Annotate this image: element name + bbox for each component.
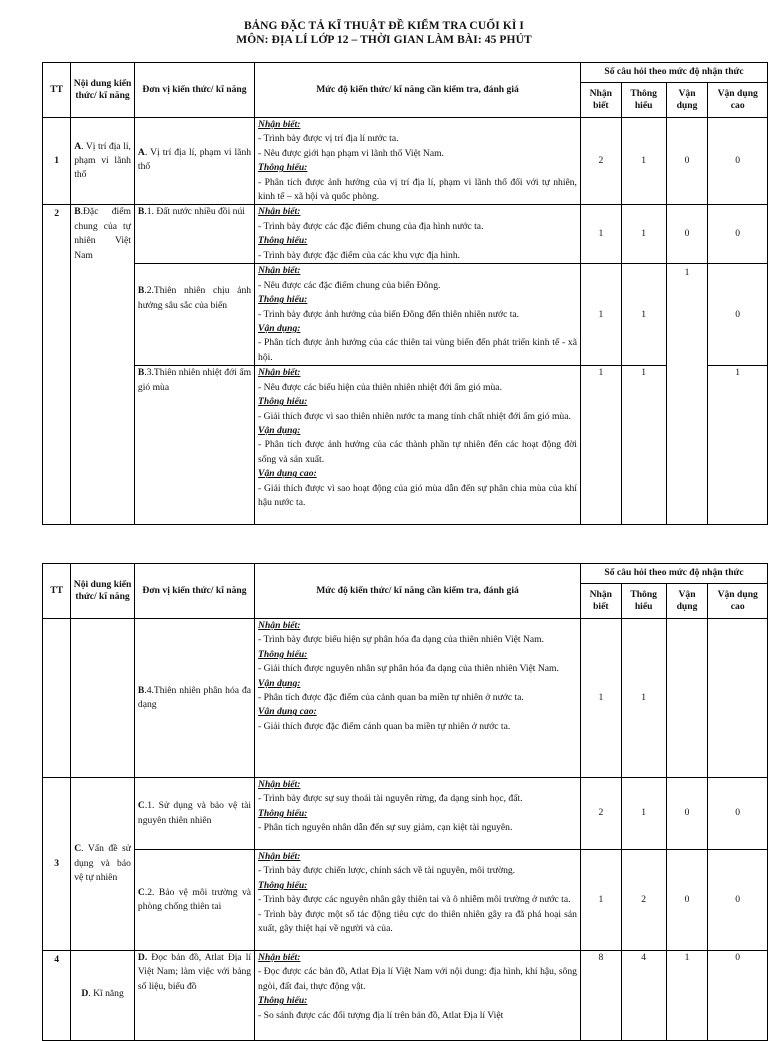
level-cell: Nhận biết: - Trình bày được các đặc điểm chung của địa hình nước ta. Thông hiểu: - Trình bày được đặc điểm của các khu vực địa hình. [255, 205, 581, 264]
table-row [43, 118, 768, 205]
level-cell: Nhận biết: - Trình bày được vị trí địa lí nước ta. - Nêu được giới hạn phạm vi lãnh thổ Việt Nam. Thông hiểu: - Phân tích được ảnh hưởng của vị trí địa lí, phạm vi lãnh thổ đối với tự nhiên, kinh tế – xã hội và quốc phòng. [255, 118, 581, 205]
row-number: 4 [43, 951, 71, 1041]
row-number: 1 [43, 118, 71, 205]
row-number: 2 [43, 205, 71, 525]
document-title: BẢNG ĐẶC TẢ KĨ THUẬT ĐỀ KIỂM TRA CUỐI KÌ I [243, 20, 525, 32]
count-van-dung: 0 [666, 118, 708, 205]
unit-cell: B.2.Thiên nhiên chịu ảnh hưởng sâu sắc của biển [134, 264, 254, 366]
content-cell: B.Đặc điểm chung của tự nhiên Việt Nam [71, 205, 135, 525]
header-van-dung-cao: Vận dụng cao [708, 584, 768, 619]
table-row [43, 619, 768, 778]
header-content: Nội dung kiến thức/ kĩ năng [71, 564, 135, 619]
count-van-dung-cao: 0 [708, 264, 768, 366]
count-thong-hieu: 1 [621, 778, 666, 850]
header-unit: Đơn vị kiến thức/ kĩ năng [134, 564, 254, 619]
content-cell: A. Vị trí địa lí, phạm vi lãnh thổ [71, 118, 135, 205]
header-tt: TT [43, 564, 71, 619]
count-van-dung-cao: 0 [708, 778, 768, 850]
count-nhan-biet: 2 [580, 778, 621, 850]
unit-cell: C.1. Sử dụng và bảo vệ tài nguyên thiên nhiên [134, 778, 254, 850]
row-number [43, 619, 71, 778]
count-thong-hieu: 1 [621, 264, 666, 366]
count-van-dung: 0 [666, 850, 708, 951]
count-van-dung [666, 619, 708, 778]
table-row [43, 264, 768, 366]
header-unit: Đơn vị kiến thức/ kĩ năng [134, 63, 254, 118]
header-level: Mức độ kiến thức/ kĩ năng cần kiểm tra, đánh giá [255, 564, 581, 619]
header-question-count: Số câu hỏi theo mức độ nhận thức [580, 63, 767, 83]
count-nhan-biet: 1 [580, 264, 621, 366]
header-content: Nội dung kiến thức/ kĩ năng [71, 63, 135, 118]
table-row [43, 778, 768, 850]
count-van-dung: 0 [666, 205, 708, 264]
header-thong-hieu: Thông hiểu [621, 584, 666, 619]
count-nhan-biet: 1 [580, 850, 621, 951]
table-row [43, 205, 768, 264]
header-question-count: Số câu hỏi theo mức độ nhận thức [580, 564, 767, 584]
table-row [43, 366, 768, 525]
count-thong-hieu: 1 [621, 366, 666, 525]
level-cell: Nhận biết: - Trình bày được biểu hiện sự phân hóa đa dạng của thiên nhiên Việt Nam. Thông hiểu: - Giải thích được nguyên nhân sự phân hóa đa dạng của thiên nhiên Việt Nam. Vận dụng: - Phân tích được đặc điểm của cảnh quan ba miền tự nhiên ở nước ta. Vận dụng cao: - Giải thích được đặc điểm cảnh quan ba miền tự nhiên ở nước ta. [255, 619, 581, 778]
unit-cell: C.2. Bảo vệ môi trường và phòng chống thiên tai [134, 850, 254, 951]
count-van-dung: 1 [666, 264, 708, 525]
table-row [43, 951, 768, 1041]
unit-cell: B.3.Thiên nhiên nhiệt đới ẩm gió mùa [134, 366, 254, 525]
count-van-dung-cao [708, 619, 768, 778]
header-van-dung: Vận dụng [666, 83, 708, 118]
header-tt: TT [43, 63, 71, 118]
row-number: 3 [43, 778, 71, 951]
level-cell: Nhận biết: - Đọc được các bản đồ, Atlat Địa lí Việt Nam với nội dung: địa hình, khí hậu, sông ngòi, đất đai, thực động vật. Thông hiểu: - So sánh được các đối tượng địa lí trên bản đồ, Atlat Địa lí Việt [255, 951, 581, 1041]
unit-cell: D. Đọc bản đồ, Atlat Địa lí Việt Nam; làm việc với bảng số liệu, biểu đồ [134, 951, 254, 1041]
count-nhan-biet: 1 [580, 619, 621, 778]
header-van-dung-cao: Vận dụng cao [708, 83, 768, 118]
table-row [43, 850, 768, 951]
spec-table-2 [42, 563, 768, 1041]
level-cell: Nhận biết: - Trình bày được chiến lược, chính sách về tài nguyên, môi trường. Thông hiểu: - Trình bày được các nguyên nhân gây thiên tai và ô nhiễm môi trường ở nước ta. - Trình bày được một số tác động tiêu cực do thiên nhiên gây ra đã phá hoại sản xuất, gây thiệt hại về người và của. [255, 850, 581, 951]
count-thong-hieu: 2 [621, 850, 666, 951]
header-van-dung: Vận dụng [666, 584, 708, 619]
count-thong-hieu: 1 [621, 205, 666, 264]
content-cell: C. Vấn đề sử dụng và bảo vệ tự nhiên [71, 778, 135, 951]
document-subtitle: MÔN: ĐỊA LÍ LỚP 12 – THỜI GIAN LÀM BÀI: 45 PHÚT [236, 34, 532, 46]
header-thong-hieu: Thông hiểu [621, 83, 666, 118]
count-van-dung-cao: 0 [708, 951, 768, 1041]
content-cell: D. Kĩ năng [71, 951, 135, 1041]
count-van-dung-cao: 0 [708, 205, 768, 264]
count-nhan-biet: 8 [580, 951, 621, 1041]
level-cell: Nhận biết: - Trình bày được sự suy thoái tài nguyên rừng, đa dạng sinh học, đất. Thông hiểu: - Phân tích nguyên nhân dẫn đến sự suy giảm, cạn kiệt tài nguyên. [255, 778, 581, 850]
count-thong-hieu: 4 [621, 951, 666, 1041]
unit-cell: B.1. Đất nước nhiều đồi núi [134, 205, 254, 264]
count-nhan-biet: 1 [580, 366, 621, 525]
count-thong-hieu: 1 [621, 118, 666, 205]
level-cell: Nhận biết: - Nêu được các biểu hiện của thiên nhiên nhiệt đới ẩm gió mùa. Thông hiểu: - Giải thích được vì sao thiên nhiên nước ta mang tính chất nhiệt đới ẩm gió mùa. Vận dụng: - Phân tích được ảnh hưởng của các thành phần tự nhiên đến các hoạt động đời sống và sản xuất. Vận dụng cao: - Giải thích được vì sao hoạt động của gió mùa dẫn đến sự phân chia mùa của khí hậu nước ta. [255, 366, 581, 525]
unit-cell: A. Vị trí địa lí, phạm vi lãnh thổ [134, 118, 254, 205]
header-nhan-biet: Nhận biết [580, 83, 621, 118]
count-van-dung-cao: 0 [708, 850, 768, 951]
count-nhan-biet: 1 [580, 205, 621, 264]
count-van-dung-cao: 0 [708, 118, 768, 205]
header-level: Mức độ kiến thức/ kĩ năng cần kiểm tra, đánh giá [255, 63, 581, 118]
level-cell: Nhận biết: - Nêu được các đặc điểm chung của biển Đông. Thông hiểu: - Trình bày được ảnh hưởng của biển Đông đến thiên nhiên nước ta. Vận dụng: - Phân tích được ảnh hưởng của các thiên tai vùng biển đến phát triển kinh tế - xã hội. [255, 264, 581, 366]
count-nhan-biet: 2 [580, 118, 621, 205]
unit-cell: B.4.Thiên nhiên phân hóa đa dạng [134, 619, 254, 778]
content-cell [71, 619, 135, 778]
spec-table-1 [42, 62, 768, 525]
count-thong-hieu: 1 [621, 619, 666, 778]
count-van-dung: 0 [666, 778, 708, 850]
count-van-dung-cao: 1 [708, 366, 768, 525]
header-nhan-biet: Nhận biết [580, 584, 621, 619]
count-van-dung: 1 [666, 951, 708, 1041]
